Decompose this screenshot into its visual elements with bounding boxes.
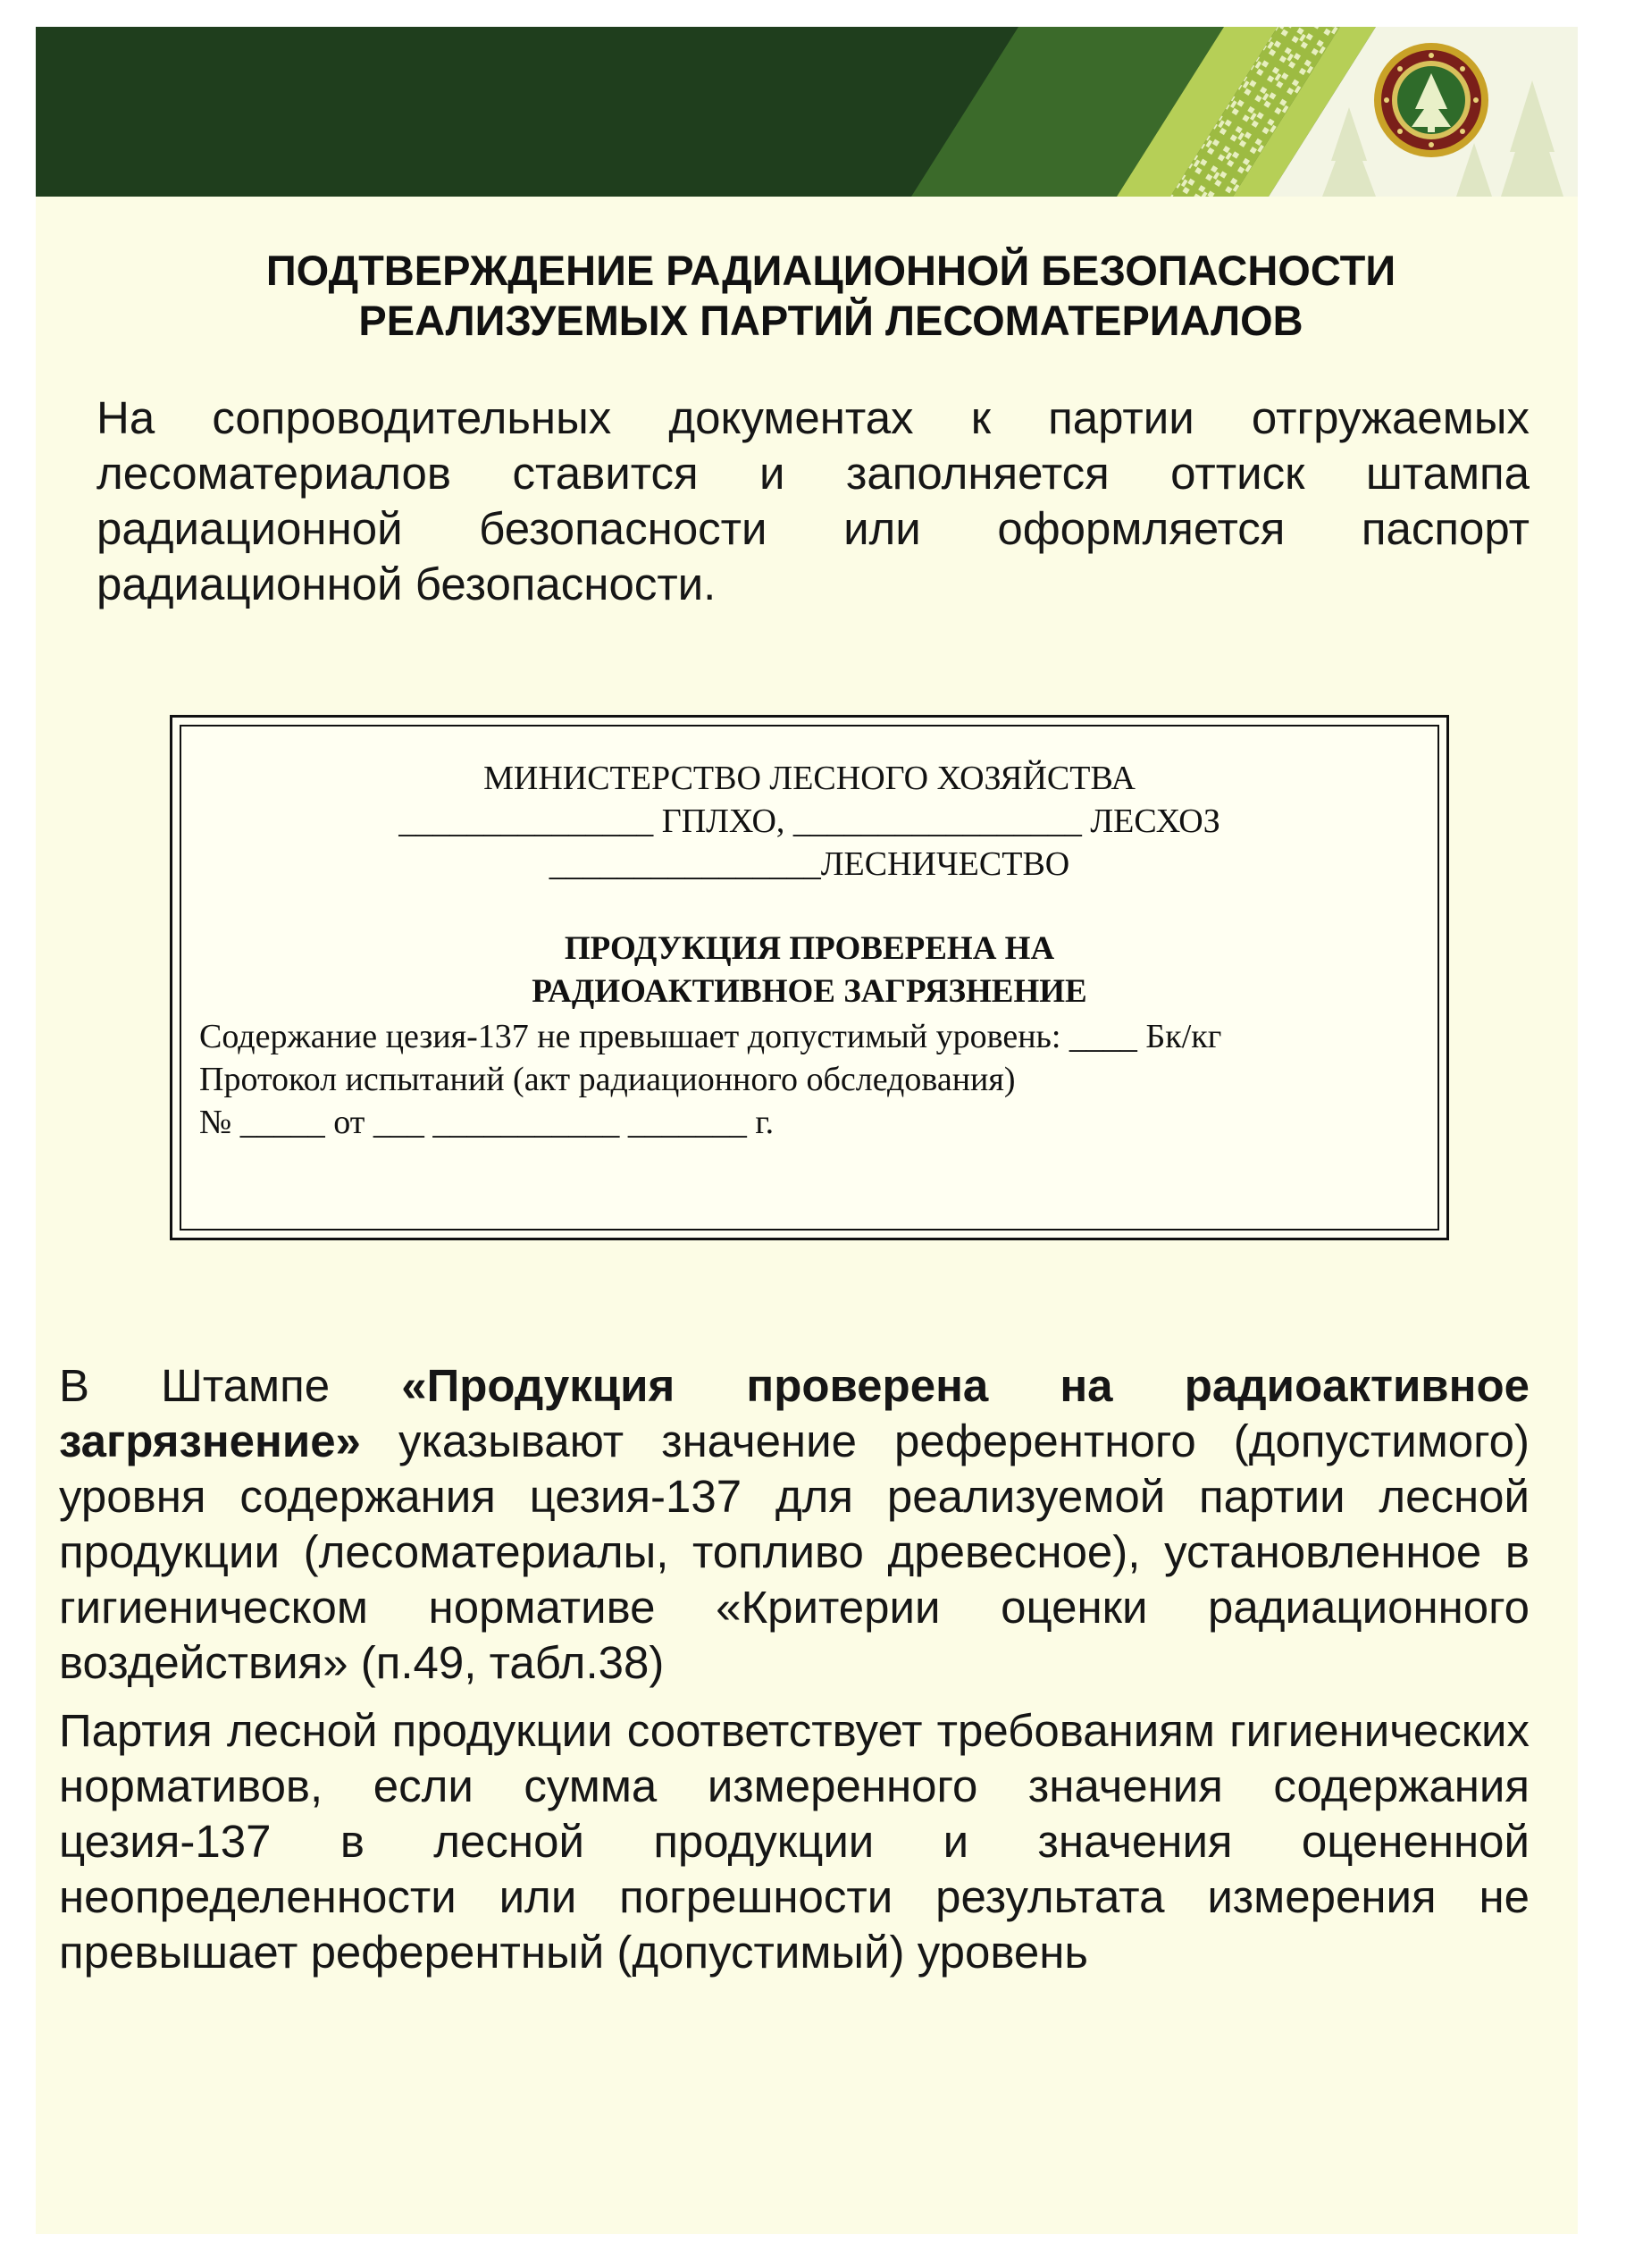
compliance-paragraph: Партия лесной продукции соответствует требованиям гигиенических нормативов, если сумма измеренного значения содержания цезия-137 в лесной продукции и значения оцененной неопределенности или погрешности результата измерения не превышает референтный (допустимый) уровень — [59, 1705, 1530, 1978]
page-title — [107, 246, 1555, 346]
stamp-content — [172, 718, 1446, 1238]
stamp-number-line: № _____ от ___ ___________ _______ г. — [199, 1104, 775, 1141]
stamp-explanation-paragraph — [59, 1358, 1530, 1691]
stamp-ministry: МИНИСТЕРСТВО ЛЕСНОГО ХОЗЯЙСТВА — [483, 760, 1136, 797]
stamp-heading-1: ПРОДУКЦИЯ ПРОВЕРЕНА НА — [564, 930, 1055, 967]
paragraph2-bold: «Продукция проверена на радиоактивное загрязнение» — [59, 1360, 1530, 1466]
paragraph2-rest: указывают значение референтного (допустимого) уровня содержания цезия-137 для реализуемой партии лесной продукции (лесоматериалы, топливо древесное), установленное в гигиеническом нормативе «Критерии оценки радиационного воздействия» (п.49, табл.38) — [59, 1415, 1530, 1688]
title-line-2: РЕАЛИЗУЕМЫХ ПАРТИЙ ЛЕСОМАТЕРИАЛОВ — [358, 297, 1303, 344]
stamp-protocol-line: Протокол испытаний (акт радиационного обследования) — [199, 1061, 1016, 1098]
header-banner — [36, 27, 1578, 197]
intro-paragraph: На сопроводительных документах к партии отгружаемых лесоматериалов ставится и заполняется оттиск штампа радиационной безопасности или оформляется паспорт радиационной безопасности. — [96, 392, 1530, 609]
radiation-safety-stamp — [170, 715, 1449, 1240]
stamp-cesium-line: Содержание цезия-137 не превышает допустимый уровень: ____ Бк/кг — [199, 1018, 1222, 1055]
header-graphic — [36, 27, 1578, 197]
forestry-emblem-icon — [1374, 43, 1488, 157]
paragraph2-prefix: В Штампе — [59, 1360, 402, 1411]
title-line-1: ПОДТВЕРЖДЕНИЕ РАДИАЦИОННОЙ БЕЗОПАСНОСТИ — [265, 247, 1396, 294]
stamp-forestry-line: ________________ЛЕСНИЧЕСТВО — [549, 845, 1070, 883]
stamp-gplho-line: _______________ ГПЛХО, _________________ ЛЕСХОЗ — [398, 802, 1220, 840]
stamp-heading-2: РАДИОАКТИВНОЕ ЗАГРЯЗНЕНИЕ — [532, 973, 1087, 1010]
